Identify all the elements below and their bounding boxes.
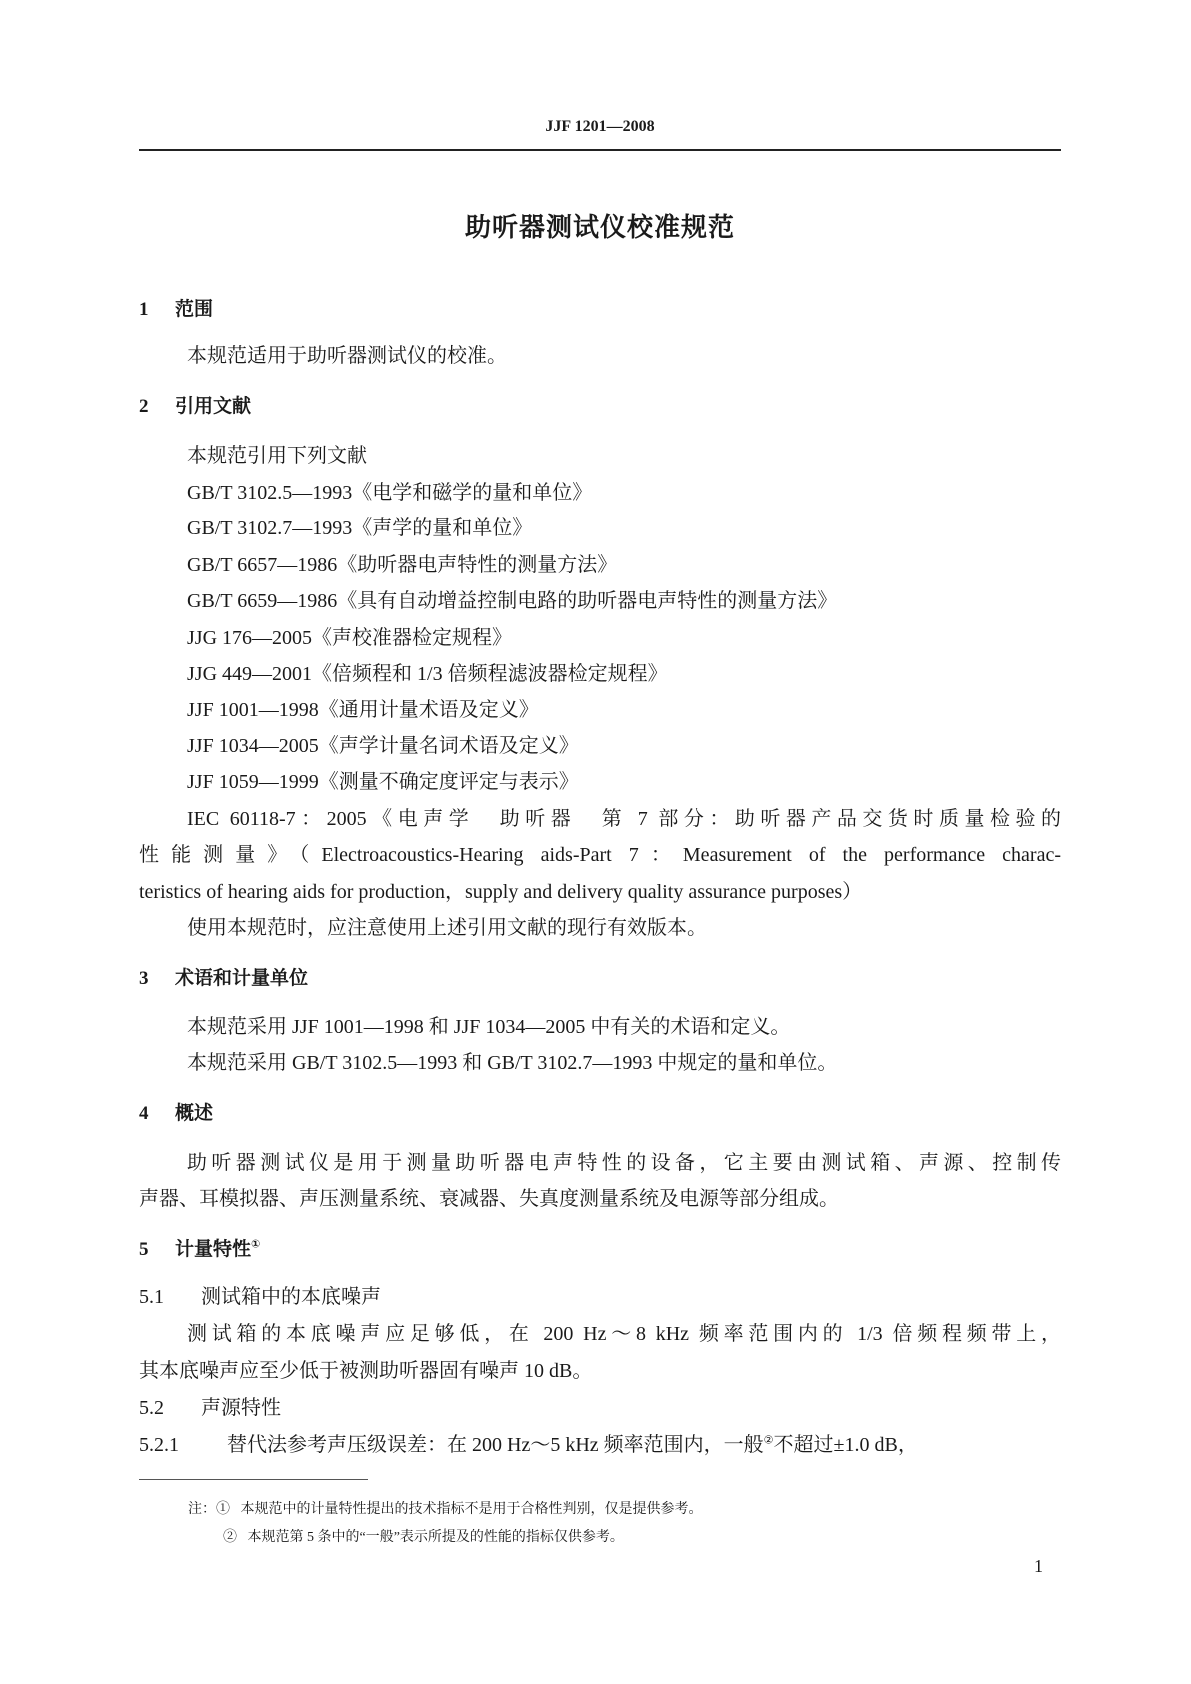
section-number: 5.2: [139, 1397, 164, 1419]
footnote-1: [188, 1501, 703, 1519]
footnote-text: 本规范中的计量特性提出的技术指标不是用于合格性判别，仅是提供参考。: [240, 1502, 703, 1517]
references-note: 使用本规范时，应注意使用上述引用文献的现行有效版本。: [187, 917, 707, 939]
section-number: 5.2.1: [139, 1434, 179, 1456]
running-header: JJF 1201—2008: [545, 118, 655, 135]
section-title: 声源特性: [201, 1397, 281, 1419]
footnote-label: 注：: [188, 1502, 216, 1517]
page-number: 1: [1034, 1556, 1043, 1576]
footnote-mark[interactable]: ①: [251, 1237, 261, 1251]
section-number: 1: [139, 299, 149, 320]
references-intro: 本规范引用下列文献: [187, 445, 367, 467]
section-title: 测试箱中的本底噪声: [201, 1286, 381, 1308]
section-number: 4: [139, 1103, 149, 1124]
document-title: 助听器测试仪校准规范: [464, 213, 735, 243]
footnote-rule: [139, 1479, 368, 1480]
section-5-2-heading: [139, 1395, 1061, 1421]
section-5-heading: [139, 1236, 1061, 1262]
footnote-2: [223, 1529, 624, 1547]
reference-item: GB/T 3102.5—1993《电学和磁学的量和单位》: [187, 482, 593, 504]
section-3-body: 本规范采用 JJF 1001—1998 和 JJF 1034—2005 中有关的术语和定义。: [187, 1016, 791, 1038]
section-5-1-heading: [139, 1284, 1061, 1310]
section-title: 引用文献: [175, 395, 252, 417]
header-rule: [139, 149, 1061, 151]
section-3-heading: [139, 965, 1061, 991]
section-title: 术语和计量单位: [175, 967, 309, 989]
reference-iec-line: teristics of hearing aids for production，supply and delivery quality assurance purposes）: [139, 881, 863, 903]
section-4-body: 声器、耳模拟器、声压测量系统、衰减器、失真度测量系统及电源等部分组成。: [139, 1188, 839, 1210]
reference-item: JJF 1001—1998《通用计量术语及定义》: [187, 699, 539, 721]
footnote-mark: ②: [223, 1530, 237, 1545]
section-number: 5.1: [139, 1286, 164, 1308]
reference-item: GB/T 6659—1986《具有自动增益控制电路的助听器电声特性的测量方法》: [187, 590, 838, 612]
footnote-text: 本规范第 5 条中的“一般”表示所提及的性能的指标仅供参考。: [247, 1530, 624, 1545]
reference-item: GB/T 3102.7—1993《声学的量和单位》: [187, 517, 533, 539]
section-number: 2: [139, 396, 149, 417]
section-5-1-body: 其本底噪声应至少低于被测助听器固有噪声 10 dB。: [139, 1360, 593, 1382]
footnote-mark: ①: [216, 1502, 230, 1517]
footnote-mark[interactable]: ②: [763, 1434, 774, 1447]
reference-iec-line: IEC 60118-7：2005《电声学 助听器 第 7 部分：助听器产品交货时质量检验的: [187, 808, 1061, 830]
section-title: 范围: [175, 298, 214, 320]
clause-text: 不超过±1.0 dB，: [773, 1434, 918, 1456]
section-number: 3: [139, 968, 149, 989]
reference-item: JJF 1059—1999《测量不确定度评定与表示》: [187, 771, 579, 793]
section-title: 计量特性: [175, 1238, 252, 1260]
section-1-body: 本规范适用于助听器测试仪的校准。: [187, 345, 507, 367]
section-number: 5: [139, 1239, 149, 1260]
section-4-body: 助听器测试仪是用于测量助听器电声特性的设备，它主要由测试箱、声源、控制传: [187, 1152, 1061, 1174]
section-2-heading: [139, 393, 1061, 419]
reference-item: JJG 176—2005《声校准器检定规程》: [187, 627, 513, 649]
section-4-heading: [139, 1100, 1061, 1126]
section-5-2-1-body: [139, 1432, 1061, 1458]
section-1-heading: [139, 296, 1061, 322]
section-3-body: 本规范采用 GB/T 3102.5—1993 和 GB/T 3102.7—1993 中规定的量和单位。: [187, 1052, 838, 1074]
reference-iec-line: 性能测量》（Electroacoustics-Hearing aids-Part 7：Measurement of the performance charac-: [139, 844, 1061, 866]
clause-text: 替代法参考声压级误差：在 200 Hz～5 kHz 频率范围内，一般: [227, 1434, 764, 1456]
section-5-1-body: 测试箱的本底噪声应足够低，在 200 Hz～8 kHz 频率范围内的 1/3 倍频程频带上，: [187, 1323, 1061, 1345]
reference-item: JJF 1034—2005《声学计量名词术语及定义》: [187, 735, 579, 757]
section-title: 概述: [175, 1102, 214, 1124]
reference-item: GB/T 6657—1986《助听器电声特性的测量方法》: [187, 554, 618, 576]
reference-item: JJG 449—2001《倍频程和 1/3 倍频程滤波器检定规程》: [187, 663, 668, 685]
